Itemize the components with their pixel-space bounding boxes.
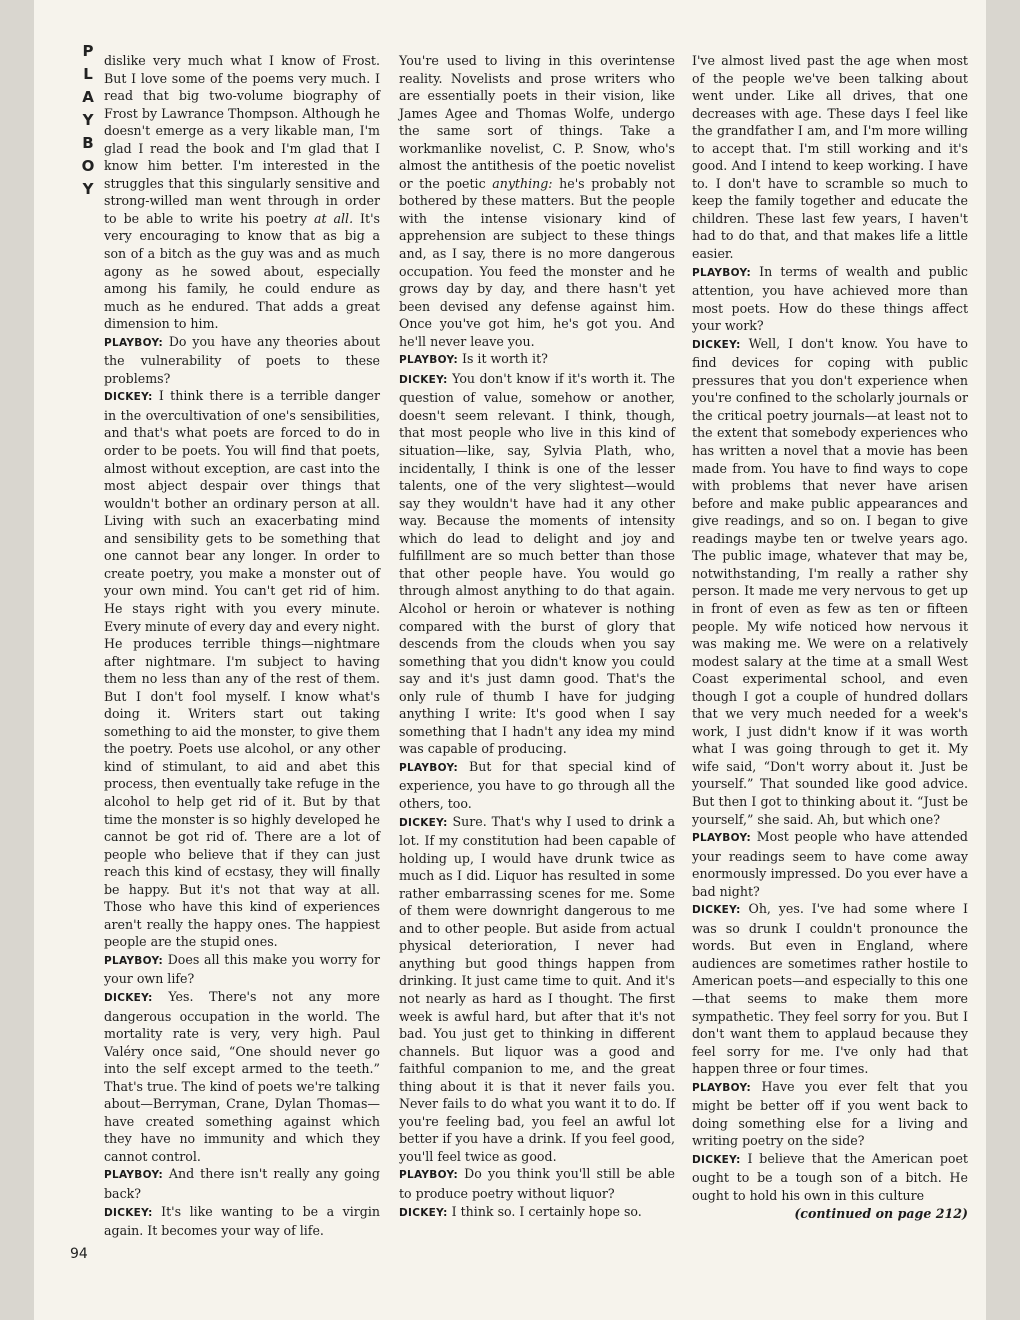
- speaker-label: DICKEY:: [692, 338, 741, 351]
- paragraph-text: I've almost lived past the age when most of the people we've been talking about went under. Like all drives, that one decreases with age. These days I feel like the grandfather I am, and I'm more willing to accept that. I'm still working and it's good. And I intend to keep working. I have to. I don't have to scramble so much to keep the family together and educate the children. These last few years, I haven't had to do that, and that makes life a little easier.: [692, 53, 968, 262]
- paragraph-text: And there isn't really any going back?: [104, 1166, 380, 1201]
- speaker-label: PLAYBOY:: [692, 832, 751, 845]
- paragraph: [104, 52, 380, 333]
- paragraph-text: But for that special kind of experience, you have to go through all the others, too.: [399, 758, 675, 811]
- speaker-label: PLAYBOY:: [104, 1169, 163, 1182]
- italic-text: at all.: [313, 210, 354, 226]
- paragraph: [399, 370, 675, 758]
- paragraph: [692, 52, 968, 263]
- paragraph-text: Do you think you'll still be able to produce poetry without liquor?: [399, 1166, 675, 1201]
- paragraph-text: Have you ever felt that you might be better off if you went back to doing something else for a living and writing poetry on the side?: [692, 1078, 968, 1149]
- paragraph: [104, 387, 380, 951]
- paragraph: [399, 1165, 675, 1202]
- paragraph-text: Is it worth it?: [457, 351, 548, 367]
- masthead-letter: L: [83, 65, 93, 83]
- paragraph-text: Sure. That's why I used to drink a lot. If my constitution had been capable of holding up, I would have drunk twice as much as I did. Liquor has resulted in some rather embarrassing scenes for me. Some of them were downright dangerous to me and to other people. But aside from actual physical deterioration, I never had anything but good things happen from drinking. It just came time to quit. And it's not nearly as hard as I thought. The first week is awful hard, but after that it's not bad. You just get to thinking in different channels. But liquor was a good and faithful companion to me, and the great thing about it is that it never fails you. Never fails to do what you want it to do. If you're feeling bad, you feel an awful lot better if you have a drink. If you feel good, you'll feel twice as good.: [399, 813, 675, 1164]
- page-number: 94: [70, 1246, 88, 1262]
- paragraph: [399, 813, 675, 1166]
- paragraph: [692, 263, 968, 335]
- paragraph: [399, 350, 675, 370]
- speaker-label: DICKEY:: [104, 991, 153, 1004]
- paragraph: [399, 52, 675, 350]
- paragraph-text: Most people who have attended your readings seem to have come away enormously impressed. Do you ever have a bad night?: [692, 829, 968, 899]
- continued-note: (continued on page 212): [794, 1205, 968, 1221]
- column-3: [692, 52, 968, 1222]
- paragraph: [692, 335, 968, 828]
- paragraph-text: I think so. I certainly hope so.: [447, 1203, 642, 1219]
- masthead-letter: B: [82, 134, 94, 152]
- paragraph: [104, 951, 380, 988]
- paragraph-text: Do you have any theories about the vulnerability of poets to these problems?: [104, 333, 380, 386]
- speaker-label: PLAYBOY:: [399, 761, 458, 774]
- speaker-label: DICKEY:: [399, 1206, 448, 1219]
- speaker-label: DICKEY:: [104, 391, 153, 404]
- masthead-letter: P: [82, 42, 94, 60]
- paragraph-text: dislike very much what I know of Frost. But I love some of the poems very much. I read that big two-volume biography of Frost by Lawrance Thompson. Although he doesn't emerge as a very likable man, I'm glad I read the book and I'm glad that I know him better. I'm interested in the struggles that this singularly sensitive and strong-willed man went through in order to be able to write his poetry: [104, 53, 380, 226]
- speaker-label: DICKEY:: [104, 1206, 153, 1219]
- speaker-label: PLAYBOY:: [104, 954, 163, 967]
- italic-text: anything:: [492, 175, 553, 191]
- column-1: [104, 52, 380, 1240]
- paragraph: [399, 758, 675, 813]
- masthead-vertical: [78, 40, 98, 201]
- paragraph-text: In terms of wealth and public attention, you have achieved more than most poets. How do these things affect your work?: [692, 263, 968, 334]
- paragraph: [104, 1203, 380, 1240]
- paragraph-text: he's probably not bothered by these matters. But the people with the intense visionary kind of apprehension are subject to these things and, as I say, there is no more dangerous occupation. You feed the monster and he grows day by day, and there hasn't yet been devised any defense against him. Once you've got him, he's got you. And he'll never leave you.: [399, 175, 675, 349]
- speaker-label: DICKEY:: [692, 1153, 741, 1166]
- column-2: [399, 52, 675, 1222]
- paragraph-text: It's very encouraging to know that as big a son of a bitch as the guy was and as much agony as he sowed about, especially among his family, he could endure as much as he endured. That adds a great dimension to him.: [104, 210, 381, 332]
- paragraph-text: Oh, yes. I've had some where I was so drunk I couldn't pronounce the words. But even in England, where audiences are sometimes rather hostile to American poets—and especially to this one—that seems to make them more sympathetic. They feel sorry for you. But I don't want them to applaud because they feel sorry for me. I've only had that happen three or four times.: [692, 901, 968, 1077]
- speaker-label: DICKEY:: [399, 816, 448, 829]
- masthead-letter: O: [81, 157, 95, 175]
- paragraph: [692, 1150, 968, 1205]
- paragraph-text: I think there is a terrible danger in the overcultivation of one's sensibilities, and that's what poets are forced to do in order to be poets. You will find that poets, almost without exception, are cast into the most abject despair over things that wouldn't bother an ordinary person at all. Living with such an exacerbating mind and sensibility gets to be something that one cannot bear any longer. In order to create poetry, you make a monster out of your own mind. You can't get rid of him. He stays right with you every minute. Every minute of every day and every night. He produces terrible things—nightmare after nightmare. I'm subject to having them no less than any of the rest of them. But I don't fool myself. I know what's doing it. Writers start out taking something to aid the monster, to give them the poetry. Poets use alcohol, or any other kind of stimulant, to aid and abet this process, then eventually take refuge in the alcohol to help get rid of it. But by that time the monster is so highly developed he cannot be got rid of. There are a lot of people who believe that if they can just reach this kind of ecstasy, they will finally be happy. But it's not that way at all. Those who have this kind of experiences aren't really the happy ones. The happiest people are the stupid ones.: [104, 388, 380, 950]
- paragraph: [104, 988, 380, 1165]
- speaker-label: PLAYBOY:: [692, 1081, 751, 1094]
- masthead-letter: Y: [82, 111, 94, 129]
- paragraph: [104, 1165, 380, 1202]
- speaker-label: PLAYBOY:: [104, 336, 163, 349]
- paragraph-text: You don't know if it's worth it. The question of value, somehow or another, doesn't seem relevant. I think, though, that most people who live in this kind of situation—like, say, Sylvia Plath, who, incidentally, I think is one of the lesser talents, one of the very slightest—would say they wouldn't have had it any other way. Because the moments of intensity which do lead to delight and joy and fulfillment are so much better than those that other people have. You would go through almost anything to do that again. Alcohol or heroin or whatever is nothing compared with the burst of glory that descends from the clouds when you say something that you didn't know you could say and it's just damn good. That's the only rule of thumb I have for judging anything I write: It's good when I say something that I hadn't any idea my mind was capable of producing.: [399, 370, 675, 757]
- paragraph: [104, 333, 380, 388]
- paragraph: [692, 828, 968, 900]
- speaker-label: PLAYBOY:: [399, 354, 458, 367]
- paragraph-text: It's like wanting to be a virgin again. It becomes your way of life.: [104, 1203, 380, 1239]
- paragraph: [399, 1203, 675, 1223]
- paragraph-text: I believe that the American poet ought to be a tough son of a bitch. He ought to hold his own in this culture: [692, 1150, 968, 1203]
- speaker-label: DICKEY:: [399, 373, 448, 386]
- speaker-label: PLAYBOY:: [692, 266, 751, 279]
- masthead-letter: A: [82, 88, 94, 106]
- paragraph-text: Does all this make you worry for your own life?: [104, 951, 380, 987]
- masthead-letter: Y: [82, 180, 94, 198]
- paragraph-text: Well, I don't know. You have to find devices for coping with public pressures that you don't experience when you're confined to the scholarly journals or the critical poetry journals—at least not to the extent that somebody experiences who has written a novel that a movie has been made from. You have to find ways to cope with problems that never have arisen before and make public appearances and give readings, and so on. I began to give readings maybe ten or twelve years ago. The public image, whatever that may be, notwithstanding, I'm really a rather shy person. It made me very nervous to get up in front of even as few as ten or fifteen people. My wife noticed how nervous it was making me. We were on a relatively modest salary at the time at a small West Coast experimental school, and even though I got a couple of hundred dollars that we very much needed for a week's work, I just didn't know if it was worth what I was going through to get it. My wife said, “Don't worry about it. Just be yourself.” That sounded like good advice. But then I got to thinking about it. “Just be yourself,” she said. Ah, but which one?: [692, 335, 968, 827]
- paragraph-text: You're used to living in this overintense reality. Novelists and prose writers who are essentially poets in their vision, like James Agee and Thomas Wolfe, undergo the same sort of things. Take a workmanlike novelist, C. P. Snow, who's almost the antithesis of the poetic novelist or the poetic: [399, 53, 675, 191]
- speaker-label: DICKEY:: [692, 904, 741, 917]
- speaker-label: PLAYBOY:: [399, 1169, 458, 1182]
- paragraph-text: Yes. There's not any more dangerous occupation in the world. The mortality rate is very, very high. Paul Valéry once said, “One should never go into the self except armed to the teeth.” That's true. The kind of poets we're talking about—Berryman, Crane, Dylan Thomas—have created something against which they have no immunity and which they cannot control.: [104, 988, 380, 1164]
- paragraph: [692, 900, 968, 1077]
- paragraph: [692, 1078, 968, 1150]
